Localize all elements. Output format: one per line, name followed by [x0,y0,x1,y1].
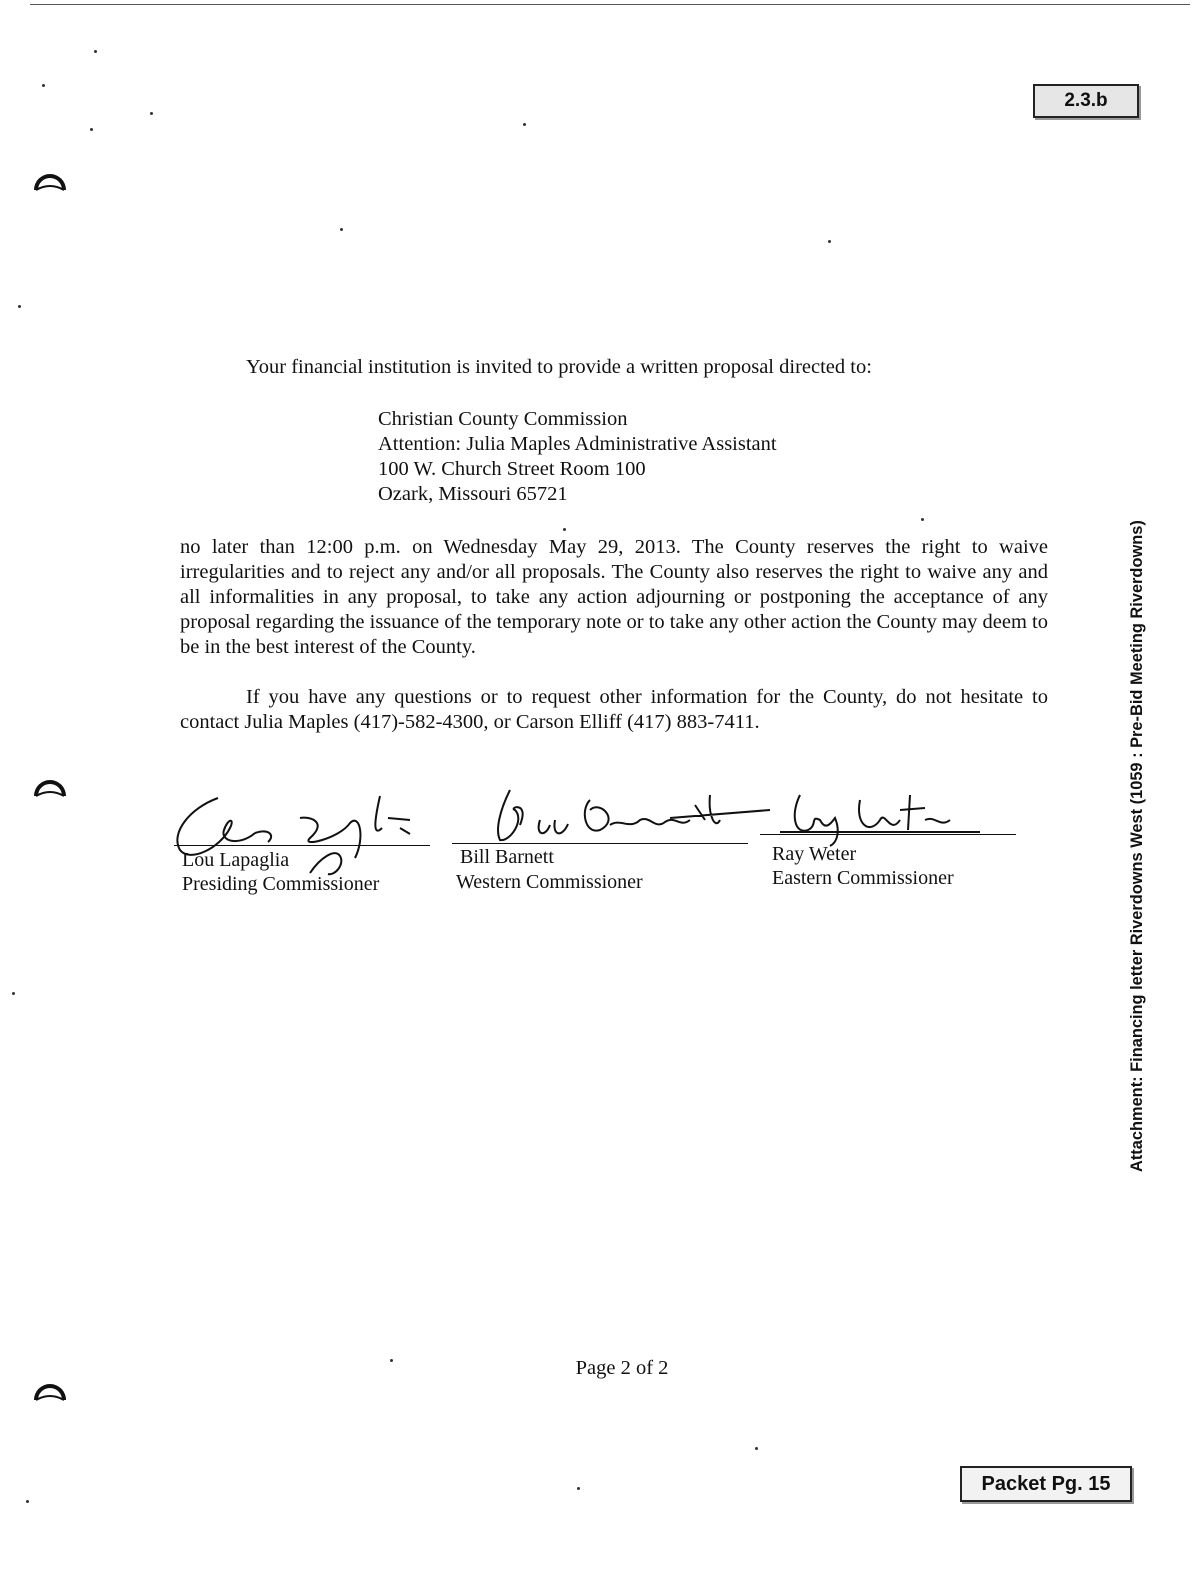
signature-ray-weter [780,780,980,850]
scan-speck [563,528,566,531]
scan-speck [921,518,924,521]
contact-paragraph: If you have any questions or to request other information for the County, do not hesitate to contact Julia Maples (417)-582-4300, or Carson Elliff (417) 883-7411. [180,686,1048,733]
scan-speck [150,112,153,115]
binder-hole-icon [32,766,68,802]
signer-name: Ray Weter [772,843,857,865]
address-line: Christian County Commission [378,408,628,430]
address-line: Ozark, Missouri 65721 [378,483,568,505]
signature-line [452,843,748,844]
signature-line [174,845,430,846]
attachment-side-label: Attachment: Financing letter Riverdowns West (1059 : Pre-Bid Meeting Riverdowns) [1128,520,1146,1172]
address-line: Attention: Julia Maples Administrative Assistant [378,433,777,455]
signer-title: Presiding Commissioner [182,873,380,895]
intro-line: Your financial institution is invited to provide a written proposal directed to: [246,356,872,378]
scan-speck [26,1500,29,1503]
signer-name: Bill Barnett [460,846,554,868]
scan-speck [90,128,93,131]
scan-speck [18,305,21,308]
scan-speck [577,1487,580,1490]
signer-name: Lou Lapaglia [182,849,290,871]
scan-top-edge [30,4,1190,5]
binder-hole-icon [32,160,68,196]
recipient-address [378,407,777,507]
terms-paragraph: no later than 12:00 p.m. on Wednesday May 29, 2013. The County reserves the right to waive irregularities and to reject any and/or all proposals. The County also reserves the right to waive any and all informalities in any proposal, to take any action adjourning or postponing the acceptance of any proposal regarding the issuance of the temporary note or to take any other action the County may deem to be in the best interest of the County. [180,536,1048,658]
scan-speck [94,50,97,53]
signer-title: Western Commissioner [456,871,643,893]
attachment-code-badge: 2.3.b [1033,84,1139,118]
scan-speck [340,228,343,231]
signature-line [760,834,1016,835]
packet-page-badge: Packet Pg. 15 [960,1466,1132,1502]
signature-bill-barnett [470,780,770,850]
scan-speck [828,240,831,243]
scan-speck [755,1447,758,1450]
scan-speck [42,84,45,87]
address-line: 100 W. Church Street Room 100 [378,458,646,480]
scan-speck [12,992,15,995]
signer-title: Eastern Commissioner [772,867,954,889]
page-number: Page 2 of 2 [575,1357,669,1379]
scan-speck [523,123,526,126]
